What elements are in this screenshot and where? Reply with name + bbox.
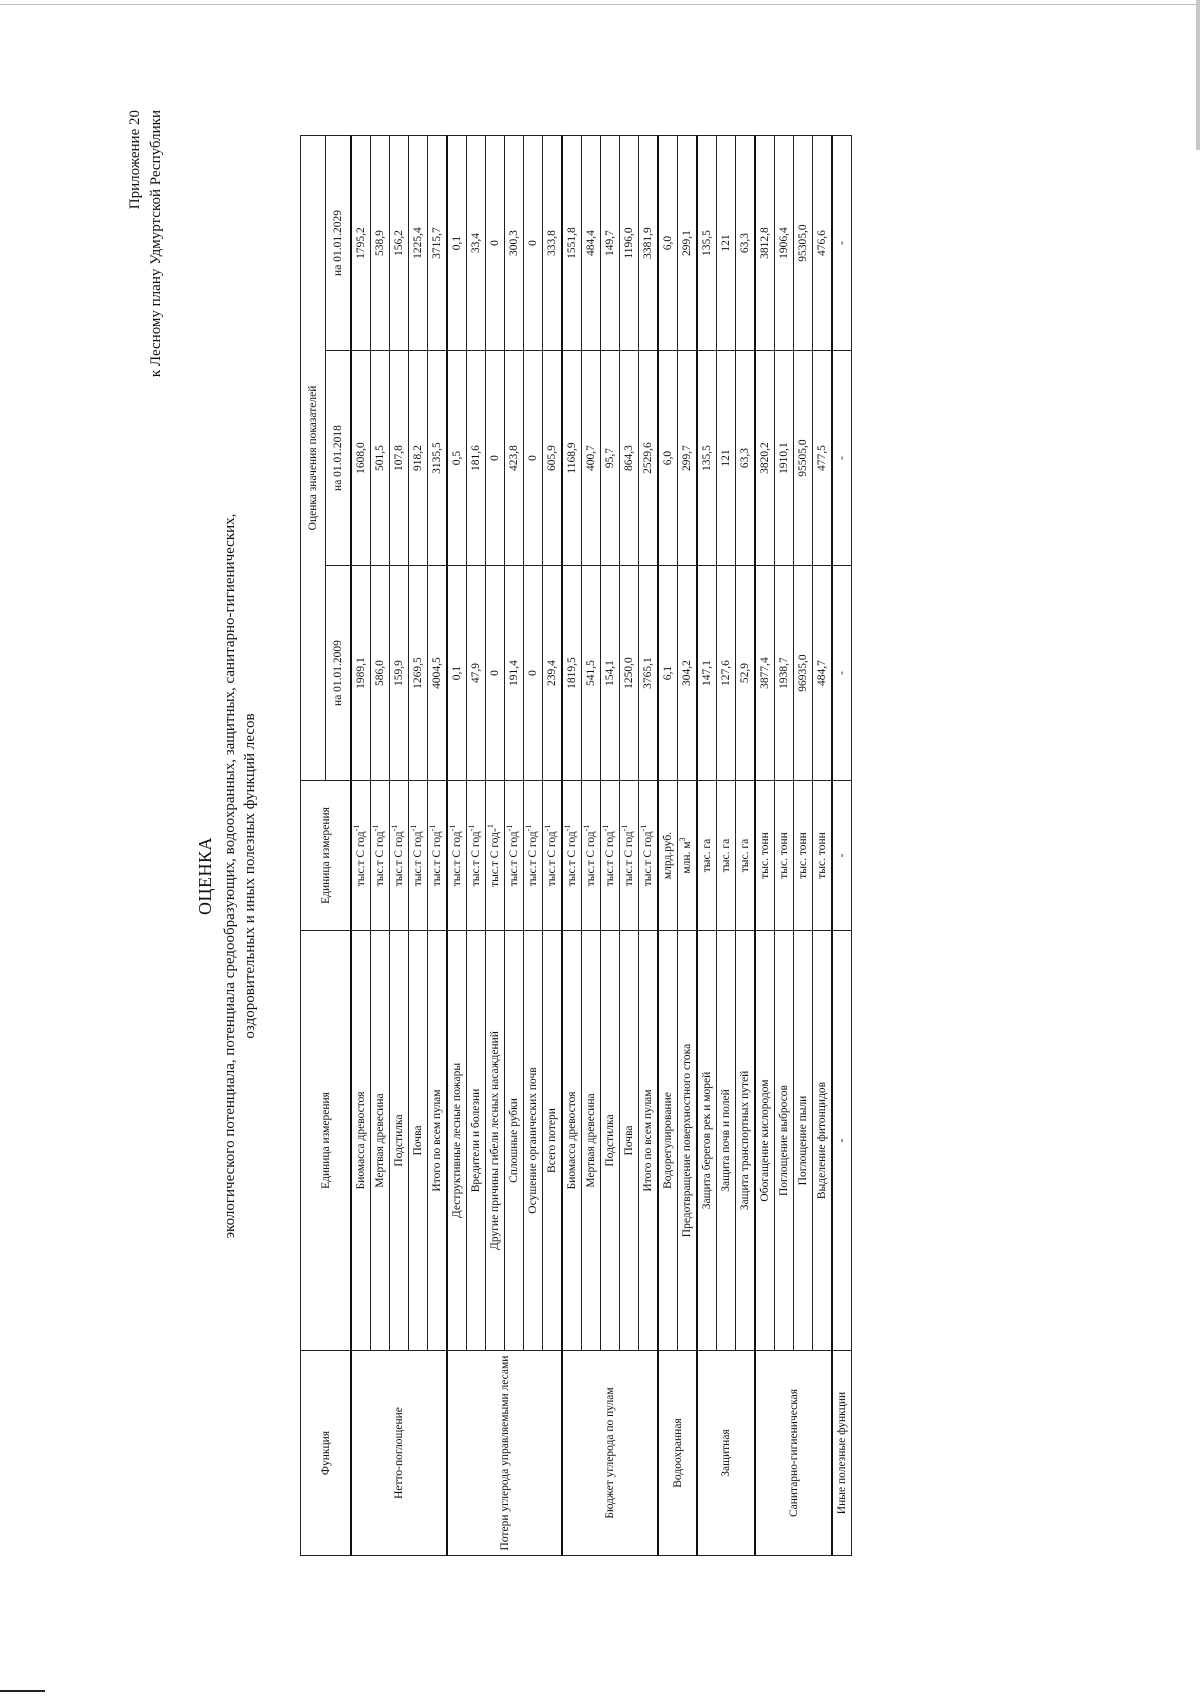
header-function: Функция: [301, 1351, 352, 1556]
value-cell-2018: 0: [524, 351, 543, 566]
unit-cell: [620, 781, 639, 931]
indicator-cell: Почва: [409, 931, 428, 1351]
value-cell-2018: 477,5: [813, 351, 833, 566]
value-cell-2029: 1225,4: [409, 135, 428, 350]
unit-text: тыс.т С год: [604, 831, 616, 887]
unit-text: тыс. га: [701, 838, 713, 873]
unit-exponent: -1: [448, 824, 458, 832]
unit-exponent: -1: [563, 824, 573, 832]
unit-cell: [755, 781, 775, 931]
table-row: [505, 135, 524, 1555]
unit-text: тыс.т С год: [393, 831, 405, 887]
indicator-cell: Подстилка: [601, 931, 620, 1351]
unit-text: тыс. га: [720, 838, 732, 873]
unit-text: тыс.т С год: [623, 831, 635, 887]
value-cell-2029: 299,1: [678, 135, 698, 350]
function-cell: Нетто-поглощение: [351, 1351, 447, 1556]
value-cell-2018: 1608,0: [351, 351, 371, 566]
indicator-cell: Обогащение кислородом: [755, 931, 775, 1351]
value-cell-2018: 423,8: [505, 351, 524, 566]
unit-text: тыс.т С год: [585, 831, 597, 887]
table-row: [351, 135, 371, 1555]
value-cell-2009: 0,1: [447, 566, 467, 781]
value-cell-2018: 135,5: [697, 351, 717, 566]
value-cell-2018: 121: [717, 351, 736, 566]
value-cell-2018: 864,3: [620, 351, 639, 566]
value-cell-2009: 3877,4: [755, 566, 775, 781]
unit-cell: [717, 781, 736, 931]
assessment-table: [300, 135, 852, 1556]
table-row: [447, 135, 467, 1555]
value-cell-2018: 63,3: [736, 351, 756, 566]
value-cell-2018: 0: [486, 351, 505, 566]
table-row: [639, 135, 659, 1555]
unit-cell: [447, 781, 467, 931]
unit-cell: [390, 781, 409, 931]
indicator-cell: Почва: [620, 931, 639, 1351]
value-cell-2018: 3820,2: [755, 351, 775, 566]
function-cell: Потери углерода управляемыми лесами: [447, 1351, 562, 1556]
value-cell-2029: 121: [717, 135, 736, 350]
unit-text: тыс. тонн: [778, 832, 790, 879]
unit-cell: [658, 781, 678, 931]
unit-text: тыс.т С год: [355, 831, 367, 887]
value-cell-2029: 333,8: [543, 135, 563, 350]
unit-text: тыс.т С год: [470, 831, 482, 887]
unit-exponent: -1: [409, 824, 419, 832]
value-cell-2029: 33,4: [467, 135, 486, 350]
value-cell-2029: 1196,0: [620, 135, 639, 350]
unit-cell: [794, 781, 813, 931]
table-row: [524, 135, 543, 1555]
value-cell-2018: 400,7: [582, 351, 601, 566]
value-cell-2009: 239,4: [543, 566, 563, 781]
unit-text: тыс.т С год: [546, 831, 558, 887]
header-year-2009: на 01.01.2009: [326, 566, 352, 781]
table-row: [582, 135, 601, 1555]
unit-exponent: -1: [390, 824, 400, 832]
indicator-cell: Деструктивные лесные пожары: [447, 931, 467, 1351]
value-cell-2009: 586,0: [371, 566, 390, 781]
table-row: [813, 135, 833, 1555]
value-cell-2009: 4004,5: [428, 566, 448, 781]
indicator-cell: Защита почв и полей: [717, 931, 736, 1351]
unit-text: тыс.т С год: [412, 831, 424, 887]
value-cell-2029: 1906,4: [775, 135, 794, 350]
unit-exponent: -1: [639, 824, 649, 832]
indicator-cell: Поглощение выбросов: [775, 931, 794, 1351]
value-cell-2029: 149,7: [601, 135, 620, 350]
value-cell-2009: 6,1: [658, 566, 678, 781]
table-row: [678, 135, 698, 1555]
value-cell-2009: 96935,0: [794, 566, 813, 781]
table-row: [658, 135, 678, 1555]
indicator-cell: Мертвая древесина: [582, 931, 601, 1351]
indicator-cell: Сплошные рубки: [505, 931, 524, 1351]
table-row: [620, 135, 639, 1555]
value-cell-2018: 605,9: [543, 351, 563, 566]
indicator-cell: Итого по всем пулам: [639, 931, 659, 1351]
value-cell-2029: 3381,9: [639, 135, 659, 350]
header-year-2018: на 01.01.2018: [326, 351, 352, 566]
table-row: [428, 135, 448, 1555]
header-estimate: Оценка значения показателей: [301, 135, 326, 780]
unit-cell: [813, 781, 833, 931]
document-title: [195, 51, 260, 1701]
indicator-cell: Вредители и болезни: [467, 931, 486, 1351]
unit-text: тыс. тонн: [759, 832, 771, 879]
appendix-number: Приложение 20: [127, 110, 143, 210]
unit-exponent: -1: [352, 824, 362, 832]
table-row: [371, 135, 390, 1555]
unit-cell: [697, 781, 717, 931]
indicator-cell: Предотвращение поверхностного стока: [678, 931, 698, 1351]
value-cell-2009: 304,2: [678, 566, 698, 781]
unit-exponent: -1: [505, 824, 515, 832]
value-cell-2009: 3765,1: [639, 566, 659, 781]
value-cell-2029: -: [832, 135, 852, 350]
value-cell-2009: 191,4: [505, 566, 524, 781]
unit-cell: [524, 781, 543, 931]
value-cell-2018: -: [832, 351, 852, 566]
value-cell-2009: 1250,0: [620, 566, 639, 781]
indicator-cell: Защита берегов рек и морей: [697, 931, 717, 1351]
table-row: [832, 135, 852, 1555]
indicator-cell: -: [832, 931, 852, 1351]
table-row: [543, 135, 563, 1555]
unit-cell: [639, 781, 659, 931]
table-row: [467, 135, 486, 1555]
unit-cell: [736, 781, 756, 931]
value-cell-2029: 0: [524, 135, 543, 350]
unit-exponent: -1: [582, 824, 592, 832]
value-cell-2029: 63,3: [736, 135, 756, 350]
value-cell-2029: 95305,0: [794, 135, 813, 350]
value-cell-2018: 918,2: [409, 351, 428, 566]
unit-text: тыс.т С год: [508, 831, 520, 887]
unit-exponent: -1: [371, 824, 381, 832]
indicator-cell: Всего потери: [543, 931, 563, 1351]
value-cell-2018: 0,5: [447, 351, 467, 566]
unit-text: тыс.т С год: [451, 831, 463, 887]
value-cell-2018: 95505,0: [794, 351, 813, 566]
value-cell-2018: 3135,5: [428, 351, 448, 566]
value-cell-2029: 3715,7: [428, 135, 448, 350]
value-cell-2009: 1989,1: [351, 566, 371, 781]
title-line-1: экологического потенциала, потенциала средообразующих, водоохранных, защитных, санитарно-гигиенических,: [222, 513, 238, 1239]
unit-text: тыс.т С год: [642, 831, 654, 887]
unit-text: тыс.т С год-: [489, 828, 501, 887]
value-cell-2009: 159,9: [390, 566, 409, 781]
function-cell: Защитная: [697, 1351, 755, 1556]
table-row: [736, 135, 756, 1555]
title-line-2: оздоровительных и иных полезных функций лесов: [242, 713, 258, 1039]
value-cell-2018: 181,6: [467, 351, 486, 566]
value-cell-2009: 127,6: [717, 566, 736, 781]
value-cell-2018: 1910,1: [775, 351, 794, 566]
appendix-block: [125, 110, 167, 377]
indicator-cell: Биомасса древостоя: [351, 931, 371, 1351]
unit-exponent: -1: [524, 824, 534, 832]
unit-exponent: -1: [543, 824, 553, 832]
value-cell-2009: -: [832, 566, 852, 781]
value-cell-2018: 107,8: [390, 351, 409, 566]
table-row: [755, 135, 775, 1555]
value-cell-2029: 156,2: [390, 135, 409, 350]
unit-text: млрд.руб.: [662, 831, 674, 880]
table-row: [562, 135, 582, 1555]
unit-text: млн. м: [681, 841, 693, 874]
unit-cell: [678, 781, 698, 931]
unit-cell: [832, 781, 852, 931]
indicator-cell: Итого по всем пулам: [428, 931, 448, 1351]
table-row: [601, 135, 620, 1555]
unit-text: тыс.т С год: [566, 831, 578, 887]
value-cell-2029: 300,3: [505, 135, 524, 350]
value-cell-2029: 484,4: [582, 135, 601, 350]
unit-exponent: -1: [428, 824, 438, 832]
unit-text: тыс.т С год: [527, 831, 539, 887]
value-cell-2009: 52,9: [736, 566, 756, 781]
appendix-reference: к Лесному плану Удмуртской Республики: [148, 110, 164, 378]
function-cell: Водоохранная: [658, 1351, 697, 1556]
value-cell-2018: 1168,9: [562, 351, 582, 566]
table-body: [351, 135, 852, 1555]
indicator-cell: Другие причины гибели лесных насаждений: [486, 931, 505, 1351]
indicator-cell: Водорегулирование: [658, 931, 678, 1351]
table-row: [775, 135, 794, 1555]
value-cell-2009: 484,7: [813, 566, 833, 781]
unit-text: тыс.т С год: [374, 831, 386, 887]
indicator-cell: Выделение фитонцидов: [813, 931, 833, 1351]
value-cell-2029: 1551,8: [562, 135, 582, 350]
unit-cell: [562, 781, 582, 931]
header-indicator: Единица измерения: [301, 931, 352, 1351]
value-cell-2018: 299,7: [678, 351, 698, 566]
header-year-2029: на 01.01.2029: [326, 135, 352, 350]
unit-cell: [582, 781, 601, 931]
unit-cell: [486, 781, 505, 931]
value-cell-2029: 135,5: [697, 135, 717, 350]
function-cell: Санитарно-гигиеническая: [755, 1351, 832, 1556]
unit-text: тыс. тонн: [797, 832, 809, 879]
value-cell-2009: 0: [524, 566, 543, 781]
value-cell-2018: 6,0: [658, 351, 678, 566]
value-cell-2029: 0,1: [447, 135, 467, 350]
unit-exponent: -1: [467, 824, 477, 832]
value-cell-2009: 47,9: [467, 566, 486, 781]
function-cell: Бюджет углерода по пулам: [562, 1351, 658, 1556]
table-row: [409, 135, 428, 1555]
unit-cell: [371, 781, 390, 931]
table-row: [486, 135, 505, 1555]
value-cell-2009: 1938,7: [775, 566, 794, 781]
value-cell-2009: 1819,5: [562, 566, 582, 781]
unit-text: тыс. тонн: [816, 832, 828, 879]
table-row: [717, 135, 736, 1555]
unit-cell: [601, 781, 620, 931]
value-cell-2029: 476,6: [813, 135, 833, 350]
title-main: ОЦЕНКА: [195, 837, 215, 915]
value-cell-2009: 541,5: [582, 566, 601, 781]
unit-cell: [775, 781, 794, 931]
value-cell-2029: 6,0: [658, 135, 678, 350]
unit-cell: [505, 781, 524, 931]
value-cell-2009: 0: [486, 566, 505, 781]
unit-cell: [543, 781, 563, 931]
indicator-cell: Поглощение пыли: [794, 931, 813, 1351]
value-cell-2009: 154,1: [601, 566, 620, 781]
header-unit: Единица измерения: [301, 781, 352, 931]
indicator-cell: Осушение органических почв: [524, 931, 543, 1351]
indicator-cell: Подстилка: [390, 931, 409, 1351]
unit-text: тыс.т С год: [431, 831, 443, 887]
unit-exponent: 1: [486, 824, 496, 829]
indicator-cell: Защита транспортных путей: [736, 931, 756, 1351]
table-row: [390, 135, 409, 1555]
table-row: [794, 135, 813, 1555]
unit-text: -: [836, 853, 848, 858]
function-cell: Иные полезные функции: [832, 1351, 852, 1556]
unit-cell: [409, 781, 428, 931]
indicator-cell: Мертвая древесина: [371, 931, 390, 1351]
value-cell-2018: 2529,6: [639, 351, 659, 566]
value-cell-2029: 538,9: [371, 135, 390, 350]
unit-exponent: 3: [678, 837, 688, 842]
unit-exponent: -1: [601, 824, 611, 832]
unit-cell: [467, 781, 486, 931]
table-row: [697, 135, 717, 1555]
unit-cell: [351, 781, 371, 931]
unit-text: тыс. га: [739, 838, 751, 873]
unit-cell: [428, 781, 448, 931]
indicator-cell: Биомасса древостоя: [562, 931, 582, 1351]
value-cell-2029: 3812,8: [755, 135, 775, 350]
value-cell-2018: 95,7: [601, 351, 620, 566]
value-cell-2029: 1795,2: [351, 135, 371, 350]
unit-exponent: -1: [620, 824, 630, 832]
value-cell-2018: 501,5: [371, 351, 390, 566]
value-cell-2029: 0: [486, 135, 505, 350]
value-cell-2009: 1269,5: [409, 566, 428, 781]
value-cell-2009: 147,1: [697, 566, 717, 781]
